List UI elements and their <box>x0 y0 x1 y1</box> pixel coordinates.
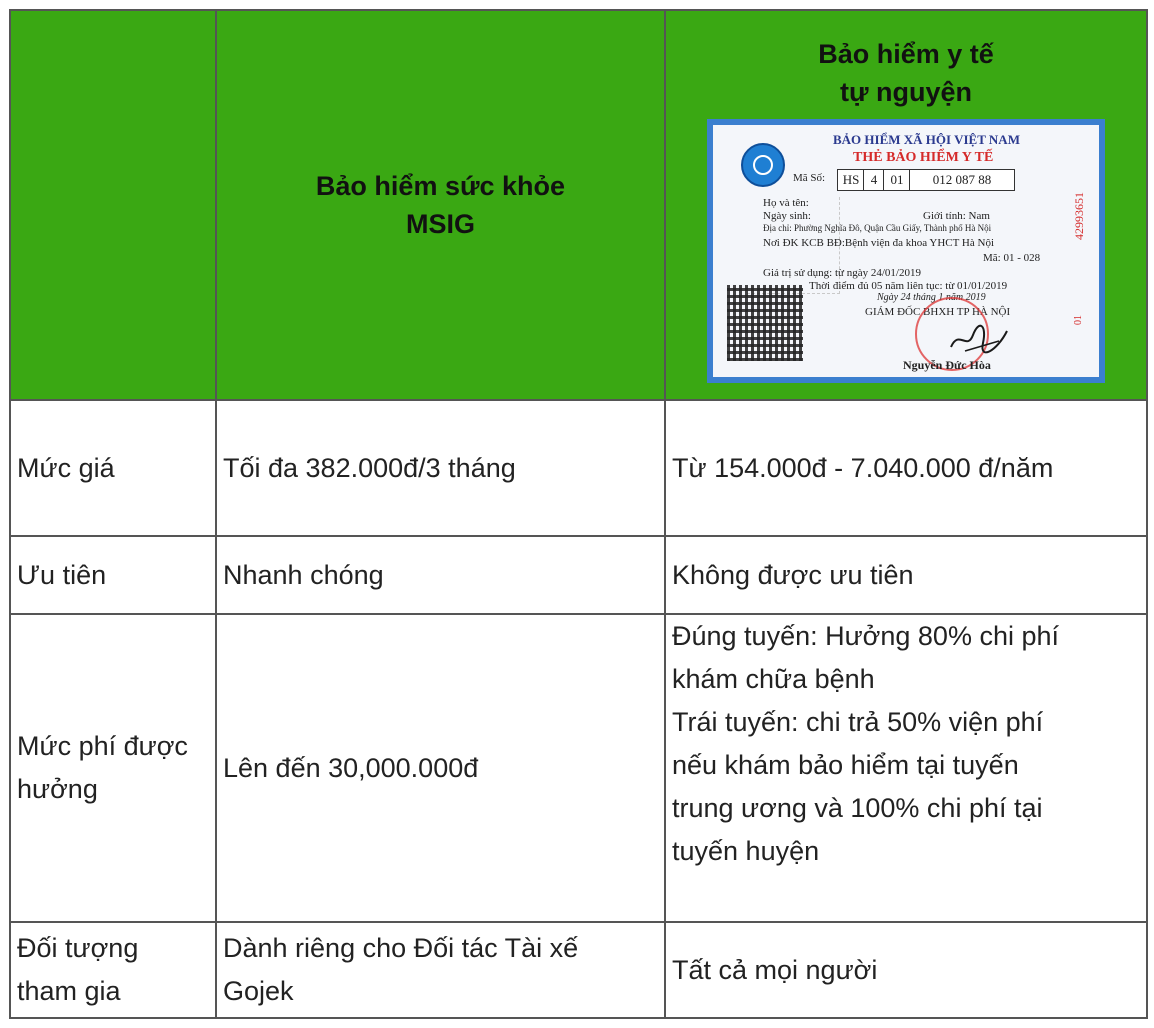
header-bhyt-line2: tự nguyện <box>839 77 973 107</box>
comparison-table <box>9 9 1148 1019</box>
card-ho-ten: Họ và tên: <box>763 197 809 209</box>
card-ma-so-1: HS <box>837 169 865 191</box>
card-ngay-sinh: Ngày sinh: <box>763 210 811 222</box>
row-msig-value: Tối đa 382.000đ/3 tháng <box>216 400 665 536</box>
header-cell-empty <box>10 10 216 400</box>
row-msig-value: Lên đến 30,000.000đ <box>216 614 665 922</box>
table-row-benefit <box>10 614 1147 922</box>
card-giam-doc: GIÁM ĐỐC BHXH TP HÀ NỘI <box>865 306 1011 318</box>
signature-icon <box>947 321 1011 357</box>
card-ten-ky: Nguyễn Đức Hòa <box>903 358 991 372</box>
card-dia-chi: Địa chỉ: Phường Nghĩa Đô, Quận Cầu Giấy, Thành phố Hà Nội <box>763 223 992 233</box>
row-label: Mức phí được hưởng <box>10 614 216 922</box>
card-ma-so-3: 01 <box>883 169 911 191</box>
card-ma: Mã: 01 - 028 <box>983 252 1041 264</box>
row-bhyt-value: Đúng tuyến: Hưởng 80% chi phí khám chữa bệnh Trái tuyến: chi trả 50% viện phí nếu khám bảo hiểm tại tuyến trung ương và 100% chi phí tại tuyến huyện <box>665 614 1147 922</box>
row-bhyt-value: Từ 154.000đ - 7.040.000 đ/năm <box>665 400 1147 536</box>
table-row-eligibility <box>10 922 1147 1018</box>
card-noi-dk: Nơi ĐK KCB BĐ:Bệnh viện đa khoa YHCT Hà Nội <box>763 237 994 249</box>
header-row <box>10 10 1147 400</box>
header-bhyt <box>665 10 1147 400</box>
card-body <box>713 125 1099 377</box>
card-ma-so-2: 4 <box>863 169 885 191</box>
card-thoi-diem: Thời điểm đủ 05 năm liên tục: từ 01/01/2019 <box>809 280 1008 292</box>
table-row-priority <box>10 536 1147 614</box>
card-org: BẢO HIỂM XÃ HỘI VIỆT NAM <box>833 132 1020 147</box>
row-bhyt-value: Tất cả mọi người <box>665 922 1147 1018</box>
header-msig <box>216 10 665 400</box>
header-msig-line1: Bảo hiểm sức khỏe <box>315 171 566 201</box>
row-label: Ưu tiên <box>10 536 216 614</box>
card-ma-so-label: Mã Số: <box>793 172 826 184</box>
card-ngay: Ngày 24 tháng 1 năm 2019 <box>877 292 986 303</box>
row-msig-value: Nhanh chóng <box>216 536 665 614</box>
card-ma-so-4: 012 087 88 <box>909 169 1015 191</box>
row-msig-value: Dành riêng cho Đối tác Tài xế Gojek <box>216 922 665 1018</box>
card-serial: 42993651 <box>1072 192 1086 240</box>
card-gia-tri: Giá trị sử dụng: từ ngày 24/01/2019 <box>763 267 921 279</box>
header-bhyt-line1: Bảo hiểm y tế <box>818 39 994 69</box>
header-msig-line2: MSIG <box>405 209 475 239</box>
row-label: Mức giá <box>10 400 216 536</box>
social-insurance-logo-icon <box>741 143 785 187</box>
row-bhyt-value: Không được ưu tiên <box>665 536 1147 614</box>
row-label: Đối tượng tham gia <box>10 922 216 1018</box>
qr-code-icon <box>727 285 803 361</box>
health-insurance-card-image <box>707 119 1105 383</box>
table-row-price <box>10 400 1147 536</box>
card-gioi-tinh: Giới tính: Nam <box>923 210 990 222</box>
card-serial-prefix: 01 <box>1073 315 1084 325</box>
card-title: THẺ BẢO HIỂM Y TẾ <box>853 150 994 165</box>
